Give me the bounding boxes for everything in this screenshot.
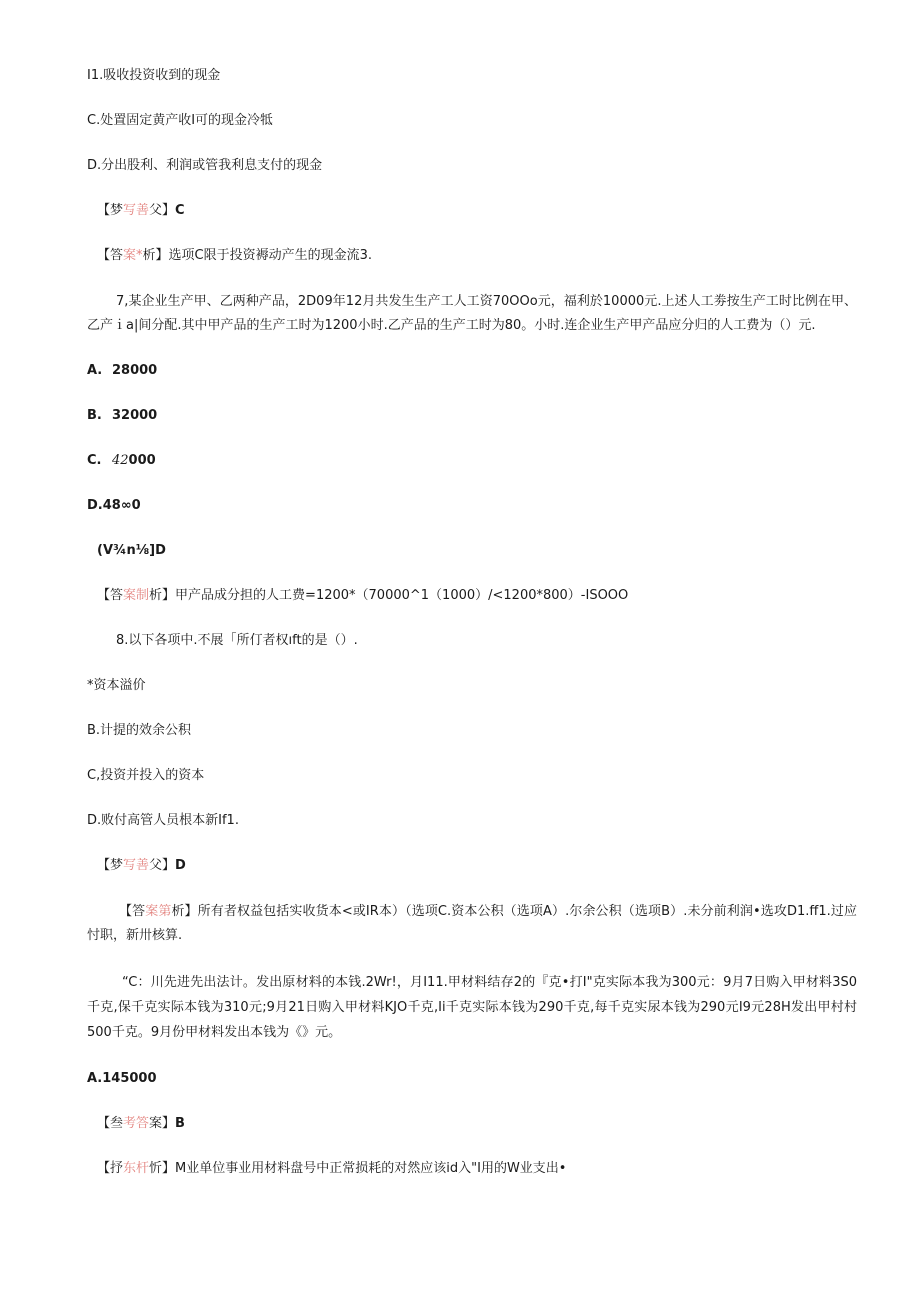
q9-answer [97,1115,185,1133]
q8-option-c: C,投资并投入的资本 [87,768,205,783]
option-value: 000 [128,453,156,468]
answer-label-mark: 写善 [123,858,150,873]
q8-option-a: *资本溢价 [87,678,146,693]
answer-label-close: 父】 [149,858,176,873]
analysis-label-mark: 案第 [145,904,172,919]
q9-stem: “C：川先进先出法计。发出原材料的本钱.2Wr!，月I11.甲材料结存2的『克•打I"克实际本我为300元：9月7日购入甲材料3S0千克,保千克实际本钱为310元;9月21日购入甲材料KJO千克,Ii千克实际本钱为290千克,每千克实尿本钱为290元I9元28H发出甲村村500千克。9月份甲材料发出本钱为《》元。 [87,975,857,1040]
answer-label-open: 【梦 [97,858,124,873]
q7-option-b [87,407,157,425]
q7-option-c [87,452,156,470]
q6-option-b: I1.吸收投资收到的现金 [87,68,221,83]
q9-option-a: A.145000 [87,1071,157,1086]
option-letter: A. [87,363,103,378]
answer-label-mark: 写善 [123,203,150,218]
q8-option-b: B.计提的效余公积 [87,723,192,738]
q8-answer [97,857,186,875]
analysis-label-mark: 案制 [123,588,150,603]
q8-option-d: D.败付高管人员根本新If1. [87,813,239,828]
analysis-label-close: 析】 [171,904,198,919]
q6-option-c: C.处置固定黄产收I可的现金冷牴 [87,113,274,128]
answer-label-mark: 考答 [123,1116,150,1131]
answer-value: D [175,858,186,873]
option-letter: C. [87,453,102,468]
q9-analysis [97,1160,566,1178]
analysis-label-close: 忻】 [149,1161,176,1176]
q7-stem: 7,某企业生产甲、乙两种产品，2D09年12月共发生生产工人工资70OOo元，福利於10000元.上述人工劵按生产工时比例在甲、乙产ｉa|间分配.其中甲产品的生产工时为1200小时.乙产品的生产工时为80。小时.连企业生产甲产品应分归的人工费为（）元. [87,294,857,333]
q7-answer: (V¾n⅛]D [97,543,166,558]
analysis-text: 所有者权益包括实收货本<或IR本）（选项C.资本公积（选项A）.尔余公积（选项B）.未分前利润•选攻D1.ff1.过应忖职，新卅核算. [87,904,857,943]
analysis-text: 选项C限于投资褥动产生的现金流3. [168,248,373,263]
q6-option-d: D.分出股利、利润或管我利息支付的现金 [87,158,323,173]
analysis-label-open: 【答 [97,588,124,603]
q8-stem: 8.以下各项中.不展「所仃者权ıft的是（）. [116,633,358,648]
q6-answer [97,202,185,220]
answer-label-open: 【叁 [97,1116,124,1131]
q7-option-a [87,362,157,380]
analysis-label-open: 【答 [97,248,124,263]
answer-value: C [175,203,185,218]
q7-analysis [97,587,628,605]
q8-analysis [87,900,857,948]
analysis-label-close: 析】 [142,248,169,263]
q6-analysis [97,247,372,265]
analysis-label-mark: 东杆 [123,1161,150,1176]
answer-label-open: 【梦 [97,203,124,218]
option-value: 32000 [112,408,158,423]
analysis-label-open: 【抒 [97,1161,124,1176]
option-value-italic: 42 [112,453,129,468]
analysis-label-close: 析】 [149,588,176,603]
analysis-label-mark: 案* [123,248,143,263]
answer-label-close: 父】 [149,203,176,218]
answer-value: B [175,1116,185,1131]
option-letter: B. [87,408,102,423]
option-value: 28000 [112,363,158,378]
analysis-text: M业单位事业用材料盘号中正常损耗的对然应该id入"I用的W业支出• [175,1161,567,1176]
analysis-label-open: 【答 [119,904,146,919]
q7-option-d: D.48∞0 [87,498,141,513]
analysis-text: 甲产品成分担的人工费=1200*（70000^1（1000）/<1200*800）-ISOOO [175,588,629,603]
answer-label-close: 案】 [149,1116,176,1131]
